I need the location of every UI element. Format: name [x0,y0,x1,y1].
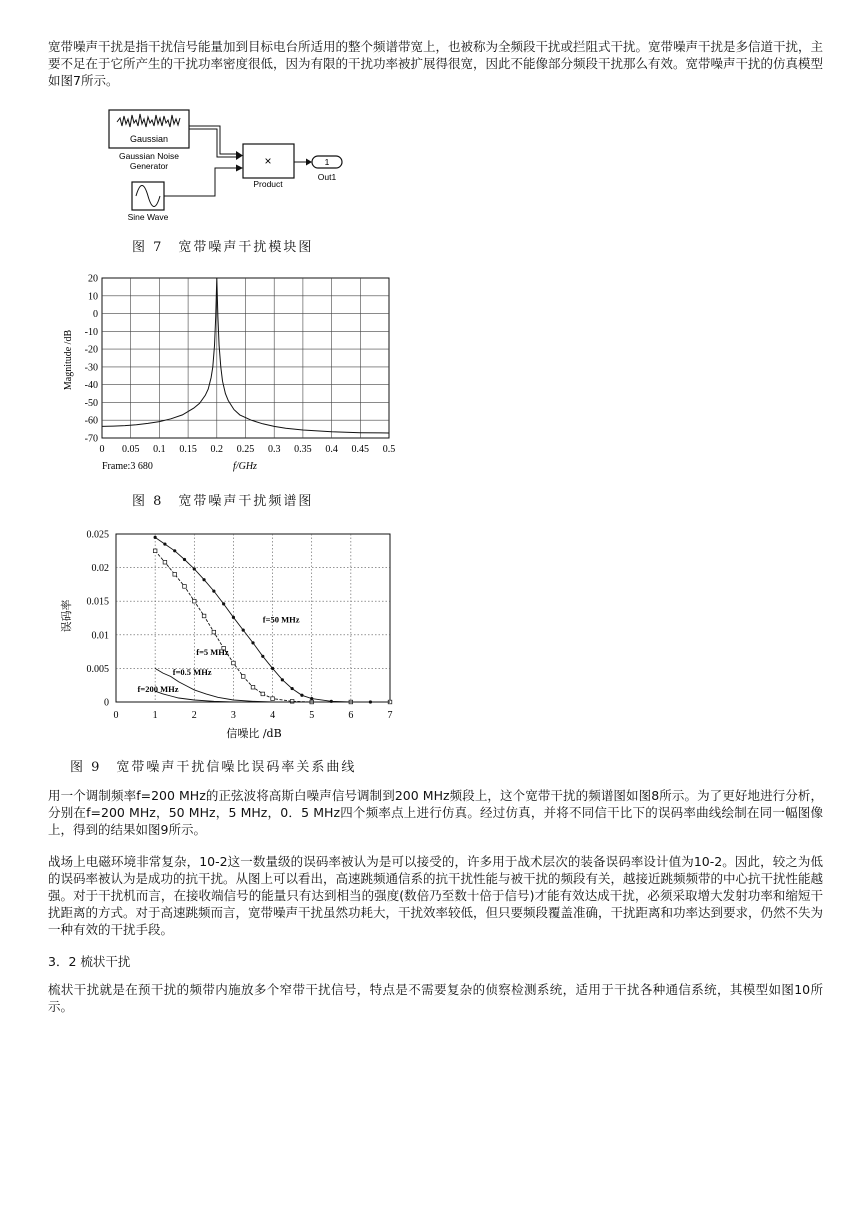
ber-point-dot [271,667,274,670]
ber-series-label: f=200 MHz [137,683,179,694]
paragraph-analysis: 战场上电磁环境非常复杂，10-2这一数量级的误码率被认为是可以接受的，许多用于战术层次的装备误码率设计值为10-2。因此，较之为低的误码率被认为是成功的抗干扰。从图上可以看出，高速跳频通信系的抗干扰性能与被干扰的频段有关，越接近跳频频带的中心抗干扰性能越强。对于干扰机而言，在接收端信号的能量只有达到相当的强度(数倍乃至数十倍于信号)才能有效达成干扰，必须采取增大发射功率和缩短干扰距离的方式。对于高速跳频而言，宽带噪声干扰虽然功耗大，干扰效率较低，但只要频段覆盖准确，干扰距离和功率达到要求，仍然不失为一种有效的干扰手段。 [48,854,824,937]
figure9-ytick-label: 0.015 [86,596,109,608]
ber-point-square [271,697,275,701]
figure8-xtick-label: 0.35 [294,444,312,455]
figure9-ytick-label: 0.005 [86,663,109,675]
figure8-ytick-label: 20 [88,274,98,285]
noise-signal-line [189,126,236,154]
ber-point-dot [222,602,225,605]
figure9-xtick-label: 5 [309,710,315,721]
ber-point-square [232,661,236,665]
paragraph-intro: 宽带噪声干扰是指干扰信号能量加到目标电台所适用的整个频谱带宽上，也被称为全频段干扰或拦阻式干扰。宽带噪声干扰是多信道干扰，主要不足在于它所产生的干扰功率密度很低，因为有限的干扰功率被扩展得很宽，因此不能像部分频段干扰那么有效。宽带噪声干扰的仿真模型如图7所示。 [48,39,824,88]
paragraph-simulation: 用一个调制频率f=200 MHz的正弦波将高斯白噪声信号调制到200 MHz频段上，这个宽带干扰的频谱图如图8所示。为了更好地进行分析，分别在f=200 MHz，50 MHz，5 MHz，0．5 MHz四个频率点上进行仿真。经过仿真，并将不同信干比下的误码率曲线绘制在同一幅图像上，得到的结果如图9所示。 [48,788,823,837]
paragraph-comb-jamming: 梳状干扰就是在预干扰的频带内施放多个窄带干扰信号，特点是不需要复杂的侦察检测系统，适用于干扰各种通信系统，其模型如图10所示。 [48,982,823,1014]
figure8-xtick-label: 0.3 [267,444,281,455]
ber-point-square [290,700,294,704]
ber-point-dot [232,616,235,619]
figure9-ytick-label: 0.02 [91,563,109,575]
figure8-ytick-label: -70 [84,433,98,445]
figure8-ytick-label: -10 [84,326,98,338]
figure8-ylabel: Magnitude /dB [63,329,74,391]
ber-series-label: f=50 MHz [262,614,300,625]
ber-point-dot [154,536,157,539]
ber-point-square [163,560,167,564]
figure9-xtick-label: 0 [113,710,119,721]
figure9-ytick-label: 0 [104,697,109,709]
product-symbol: × [264,154,272,168]
ber-point-square [212,630,216,634]
figure9-xtick-label: 7 [387,710,393,721]
ber-point-dot [202,578,205,581]
figure8-xtick-label: 0.15 [179,444,197,455]
figure8-ytick-label: -40 [84,380,98,392]
figure8-ytick-label: -50 [84,397,98,409]
gaussian-block-name-line2: Generator [129,161,169,171]
ber-point-dot [310,697,313,700]
figure8-xtick-label: 0.05 [121,444,140,455]
figure8-xtick-label: 0.1 [153,444,166,455]
figure8-xtick-label: 0.2 [210,444,224,455]
ber-series-label: f=0.5 MHz [172,667,212,678]
ber-point-dot [173,549,176,552]
figure7-caption: 图 7 宽带噪声干扰模块图 [132,240,314,255]
figure9-xlabel: 信噪比 /dB [226,727,282,740]
ber-point-dot [193,567,196,570]
figure8-frame-label: Frame:3 680 [102,461,153,472]
figure8-caption: 图 8 宽带噪声干扰频谱图 [132,494,314,509]
figure9-ber-chart [58,526,403,744]
ber-point-square [251,685,255,689]
figure9-xtick-label: 6 [348,710,354,721]
figure9-xtick-label: 4 [270,710,276,721]
figure8-ytick-label: 10 [88,291,98,303]
ber-point-square [241,675,245,679]
figure8-xtick-label: 0.45 [351,444,370,455]
ber-point-dot [300,694,303,697]
ber-point-square [173,573,177,577]
figure8-xtick-label: 0.4 [325,444,338,455]
ber-point-dot [163,542,166,545]
product-block-name: Product [253,179,283,189]
ber-point-dot [242,628,245,631]
ber-point-dot [291,687,294,690]
figure8-xtick-label: 0 [99,444,105,455]
sine-signal-line [164,168,236,196]
ber-point-dot [261,655,264,658]
ber-point-square [261,692,265,696]
figure8-xtick-label: 0.25 [236,444,255,455]
ber-point-square [183,585,187,589]
figure9-ytick-label: 0.025 [86,529,109,541]
figure9-ytick-label: 0.01 [91,630,109,642]
gaussian-block-label: Gaussian [129,134,169,144]
figure7-block-diagram [90,102,360,224]
figure9-caption: 图 9 宽带噪声干扰信噪比误码率关系曲线 [70,760,357,775]
figure8-ytick-label: 0 [93,309,98,321]
figure8-ytick-label: -60 [84,415,98,427]
ber-point-dot [183,558,186,561]
ber-point-dot [251,641,254,644]
figure8-spectrum-chart [58,274,398,476]
ber-point-dot [281,678,284,681]
gaussian-block-name-line1: Gaussian Noise [118,151,180,161]
figure9-xtick-label: 2 [191,710,197,721]
ber-point-square [202,614,206,618]
ber-series-label: f=5 MHz [196,646,229,657]
out1-port-number: 1 [324,157,330,167]
figure8-xlabel: f/GHz [233,461,257,472]
section-heading-comb-jamming: 3．2 梳状干扰 [48,954,131,969]
ber-point-square [153,549,157,553]
ber-point-square [192,599,196,603]
figure9-xtick-label: 1 [152,710,158,721]
sine-wave-block-name: Sine Wave [127,212,169,222]
out1-port-name: Out1 [317,172,337,182]
figure9-plot-frame [116,534,390,702]
ber-point-dot [212,590,215,593]
figure9-xtick-label: 3 [230,710,236,721]
figure8-xtick-label: 0.5 [382,444,396,455]
figure8-ytick-label: -30 [84,362,98,374]
figure9-ylabel: 误码率 [60,599,73,633]
figure8-ytick-label: -20 [84,344,98,356]
